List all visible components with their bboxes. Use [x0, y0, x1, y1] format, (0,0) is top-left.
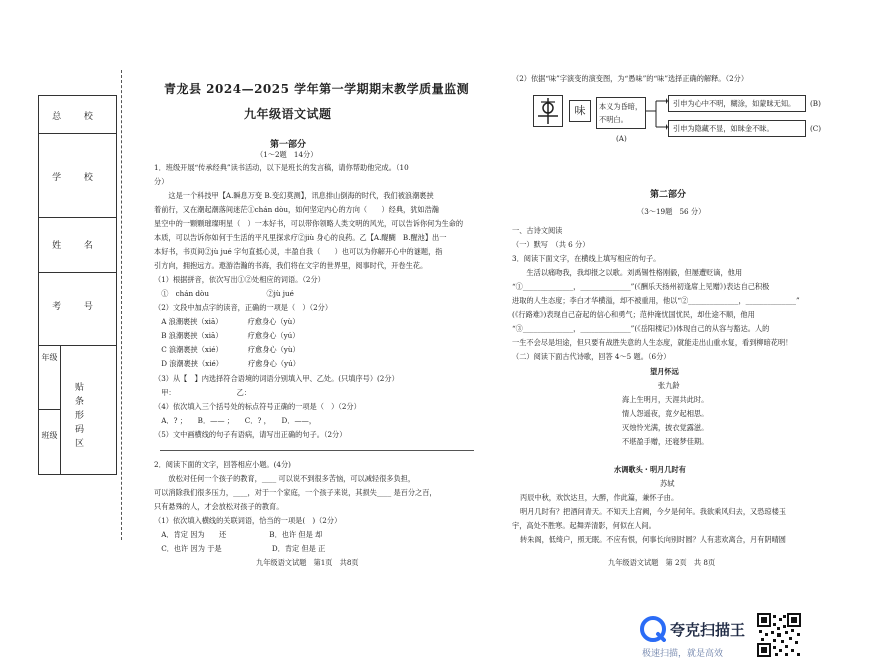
q3-line: (《行路难》)表现自己奋起的信心和勇气；范仲淹忧国忧民，却仕途不顺，他用 [512, 310, 755, 319]
q3-line: 进取的人生态度；李白才华横溢，却不被重用，他以“②______________，______________” [512, 296, 800, 305]
poetry-section-heading: （二）阅读下面古代诗歌，回答 4～5 题。（6分） [512, 352, 671, 361]
passage-line: 本好书，书页间②jù jué 字句直抵心灵，丰盈自我（ ）也可以为你解开心中的谜题，指 [154, 247, 443, 256]
poem1-title: 望月怀远 [650, 367, 679, 376]
scanner-brand: 夸克扫描王 [670, 621, 746, 639]
scanner-slogan: 极速扫描，就是高效 [642, 649, 724, 659]
qr-code-icon [757, 613, 801, 657]
option-c: C 浪潮裹挟（xié） 疗愈身心（yù） [154, 345, 300, 354]
poem2-author: 苏轼 [660, 479, 675, 488]
poem2-line: 宇，高处不胜寒。起舞弄清影，何似在人间。 [512, 521, 656, 530]
fold-line [121, 70, 122, 540]
school-row [39, 134, 116, 218]
q2-heading: 2．阅读下面的文字，回答相应小题。(4分) [154, 460, 291, 469]
poem1-line: 不堪盈手赠，还寝梦佳期。 [622, 437, 709, 446]
passage-line: 这是一个科技甲【A.瞬息万变 B.变幻莫测】，讯息排山倒海的时代，我们被浪潮裹挟 [154, 191, 434, 200]
q1-4: （4）依次填入三个括号处的标点符号正确的一项是（ ）（2分） [154, 402, 361, 411]
school-label: 学 校 [52, 173, 103, 183]
poem2-preface: 丙辰中秋，欢饮达旦，大醉，作此篇，兼怀子由。 [520, 493, 679, 502]
exam-no-label: 考 号 [52, 302, 103, 312]
q1-6: （2）依据“味”字演变的演变图，为“愚味”的“味”选择正确的解释。（2分） [512, 74, 749, 83]
branch-arrows [646, 95, 668, 135]
ancient-character-box [533, 95, 563, 127]
q2-line: 放松对任何一个孩子的教育，____ 可以说不到很多苦恼，可以减轻很多负担， [154, 474, 416, 483]
passage-line: 本质，可以告诉你如何于生活的平凡里探求疗②jiù 身心的良药。乙【A.醍醐 B.醒池】出一 [154, 233, 447, 242]
q1-2: （2）文段中加点字的读音，正确的一项是（ ）（2分） [154, 303, 333, 312]
score-row [39, 96, 116, 134]
poem1-line: 海上生明月，天涯共此时。 [622, 395, 709, 404]
poem2-line: 转朱阁，低绮户，照无眠。不应有恨，何事长向别时圆？人有悲欢离合，月有阴晴圆 [520, 535, 786, 544]
section-heading: 一、古诗文阅读 [512, 226, 563, 235]
q1-1: （1）根据拼音，依次写出①②处相应的词语。（2分） [154, 275, 325, 284]
q1-4-options: A．? ； B．—— ； C．? ， D．——， [154, 416, 317, 425]
passage-line: 着前行，又在潮起潮落间迷茫①chán dòu，如何坚定内心的方向（ ）经典，犹如浩瀚 [154, 205, 439, 214]
part2-range: （3～19题 56 分） [637, 207, 706, 216]
q3-heading: 3．阅读下面文字，在横线上填写相应的句子。 [512, 254, 661, 263]
name-row [39, 218, 116, 273]
candidate-info-box [38, 95, 117, 475]
q2-options-cd: C．也许 因为 于是 D．肯定 但是 正 [154, 544, 326, 553]
q2-1: （1）依次填入横线的关联词语，恰当的一项是( )（2分） [154, 516, 342, 525]
grade-class-column [39, 346, 61, 474]
poem1-line: 灭烛怜光满，披衣觉露滋。 [622, 423, 709, 432]
poem1-line: 情人怨遥夜，竟夕起相思。 [622, 409, 709, 418]
meaning-c-box: 引申为隐藏不显，如昧金不昧。 [668, 120, 806, 137]
passage-line: 引方向，拥抱远方。遨游浩瀚的书海，我们将在文字的世界里，阅事时代，开卷生花。 [154, 261, 428, 270]
option-d: D 浪潮裹挟（xié） 疗愈身心（yú） [154, 359, 300, 368]
meaning-b-box: 引申为心中不明，糊涂，如蒙昧无知。 [668, 95, 806, 112]
label-a: (A) [616, 134, 627, 143]
part1-range: （1～2题 14分） [256, 150, 318, 159]
oracle-glyph-icon [534, 96, 562, 126]
exam-subtitle: 九年级语文试题 [244, 107, 332, 121]
q2-line: 可以消除我们很多压力，____，对于一个家庭，一个孩子来说，其损失____ 是百分之百， [154, 488, 437, 497]
answer-line [160, 450, 474, 451]
q3-line: 生活以痛吻我，我却报之以歌。刘禹锡性格刚毅，但屡遭贬谪，他用 [512, 268, 743, 277]
part1-heading: 第一部分 [270, 140, 307, 150]
page2-footer: 九年级语文试题 第 2页 共 8页 [608, 558, 716, 567]
q2-line: 只有悬殊的人，才会放松对孩子的教育。 [154, 502, 284, 511]
subsection-heading: （一）默写 （共 6 分） [512, 240, 590, 249]
original-meaning-line: 不明白。 [599, 115, 628, 124]
barcode-area-label: 贴条形码区 [75, 383, 85, 449]
option-a: A 浪潮裹挟（xiā） 疗愈身心（yù） [154, 317, 300, 326]
page1-footer: 九年级语文试题 第1页 共8页 [256, 558, 359, 567]
q2-options-ab: A．肯定 因为 还 B．也许 但是 却 [154, 530, 323, 539]
original-meaning-line: 本义为昏暗， [599, 102, 643, 111]
modern-character-box: 味 [569, 100, 591, 122]
q1-3-answer: 甲： 乙： [154, 388, 252, 397]
score-label: 总 校 [52, 112, 103, 122]
class-label: 班级 [41, 431, 58, 440]
q1-line: 1．班级开展“传承经典”读书活动，以下是班长的发言稿，请你帮助他完成。（10 [154, 163, 409, 172]
grade-label: 年级 [39, 346, 60, 410]
poem1-author: 张九龄 [658, 381, 680, 390]
passage-line: 星空中的一颗颗璀璨明星（ ）一本好书，可以带你领略人类文明的风光，可以告诉你何为生命的 [154, 219, 464, 228]
q1-1-pinyin: ① chán dòu ②jù jué [154, 289, 294, 298]
part2-heading: 第二部分 [650, 190, 687, 200]
exam-title: 青龙县 2024—2025 学年第一学期期末教学质量监测 [164, 82, 470, 96]
option-b: B 浪潮裹挟（xiā） 疗愈身心（yú） [154, 331, 300, 340]
original-meaning-box [596, 97, 646, 129]
q1-5: （5）文中画横线的句子有语病，请写出正确的句子。（2分） [154, 430, 347, 439]
poem2-title: 水调歌头・明月几时有 [614, 465, 686, 474]
q3-line: 一生不会尽是坦途，但只要有战胜失意的人生态度，就能走出山重水复，看到柳暗花明！ [512, 338, 793, 347]
quark-logo-icon [640, 616, 666, 642]
poem2-line: 明月几时有？把酒问青天。不知天上宫阙，今夕是何年。我欲乘风归去，又恐琼楼玉 [520, 507, 786, 516]
exam-no-row [39, 273, 116, 346]
q1-line: 分） [154, 177, 169, 186]
q3-line: “①______________，______________”(《酬乐天扬州初逢席上见赠》)表达自己积极 [512, 282, 770, 291]
q3-line: “③______________，______________”(《岳阳楼记》)体现自己的从容与豁达。人的 [512, 324, 770, 333]
label-c: (C) [810, 124, 822, 133]
label-b: (B) [810, 99, 821, 108]
name-label: 姓 名 [52, 241, 103, 251]
q1-3: （3）从【 】内选择符合语境的词语分别填入甲、乙处。(只填序号）(2分） [154, 374, 399, 383]
